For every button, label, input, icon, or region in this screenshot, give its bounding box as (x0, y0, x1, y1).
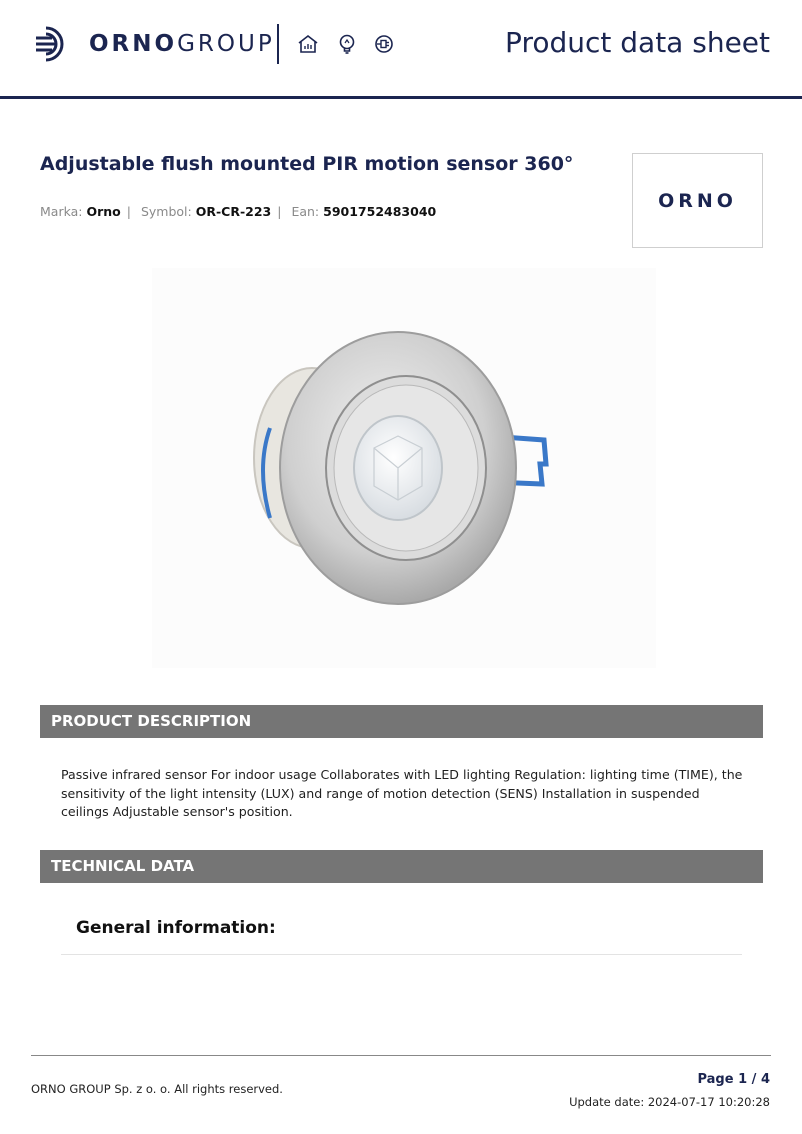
symbol-label: Symbol: (140, 204, 192, 219)
product-image (152, 268, 656, 668)
symbol-value: OR-CR-223 (195, 204, 272, 219)
update-date (569, 1095, 770, 1109)
general-information-heading: General information: (76, 918, 276, 938)
orno-logo-icon (34, 24, 76, 64)
brand-value: Orno (86, 204, 121, 219)
brand-logo-box (632, 153, 763, 248)
general-information-divider (61, 954, 742, 955)
logo-light-text: GROUP (177, 31, 275, 57)
section-product-description: PRODUCT DESCRIPTION (40, 705, 763, 738)
logo-bold-text: ORNO (89, 31, 178, 57)
section-technical-data: TECHNICAL DATA (40, 850, 763, 883)
page-current: 1 (738, 1072, 748, 1087)
product-description-text: Passive infrared sensor For indoor usage Collaborates with LED lighting Regulation: lighting time (TIME), the sensitivity of the light intensity (LUX) and range of motion detection (SENS) Installation in suspended ceilings Adjustable sensor's position. (61, 767, 743, 819)
plug-icon (373, 33, 395, 55)
brand-label: Marka: (40, 204, 83, 219)
header-divider (277, 24, 279, 64)
pir-sensor-illustration (152, 268, 656, 668)
update-value: 2024-07-17 10:20:28 (647, 1095, 770, 1109)
update-label: Update date: (569, 1095, 645, 1109)
company-logo-text (89, 31, 275, 57)
header-rule (0, 96, 802, 99)
page-total: 4 (760, 1072, 770, 1087)
bulb-icon (336, 33, 358, 55)
home-icon (297, 33, 319, 55)
page-separator: / (751, 1072, 757, 1087)
page-header (0, 0, 802, 98)
ean-label: Ean: (291, 204, 320, 219)
brand-logo: ORNO (658, 190, 737, 212)
ean-value: 5901752483040 (323, 204, 437, 219)
sheet-title: Product data sheet (505, 26, 770, 59)
footer-rule (31, 1055, 771, 1056)
footer-copyright: ORNO GROUP Sp. z o. o. All rights reserved. (31, 1082, 283, 1096)
page-label: Page (697, 1072, 734, 1087)
product-meta: Marka: Orno | Symbol: OR-CR-223 | Ean: 5901752483040 (40, 204, 437, 219)
page-number (697, 1072, 770, 1087)
product-title: Adjustable flush mounted PIR motion sensor 360° (40, 153, 574, 175)
